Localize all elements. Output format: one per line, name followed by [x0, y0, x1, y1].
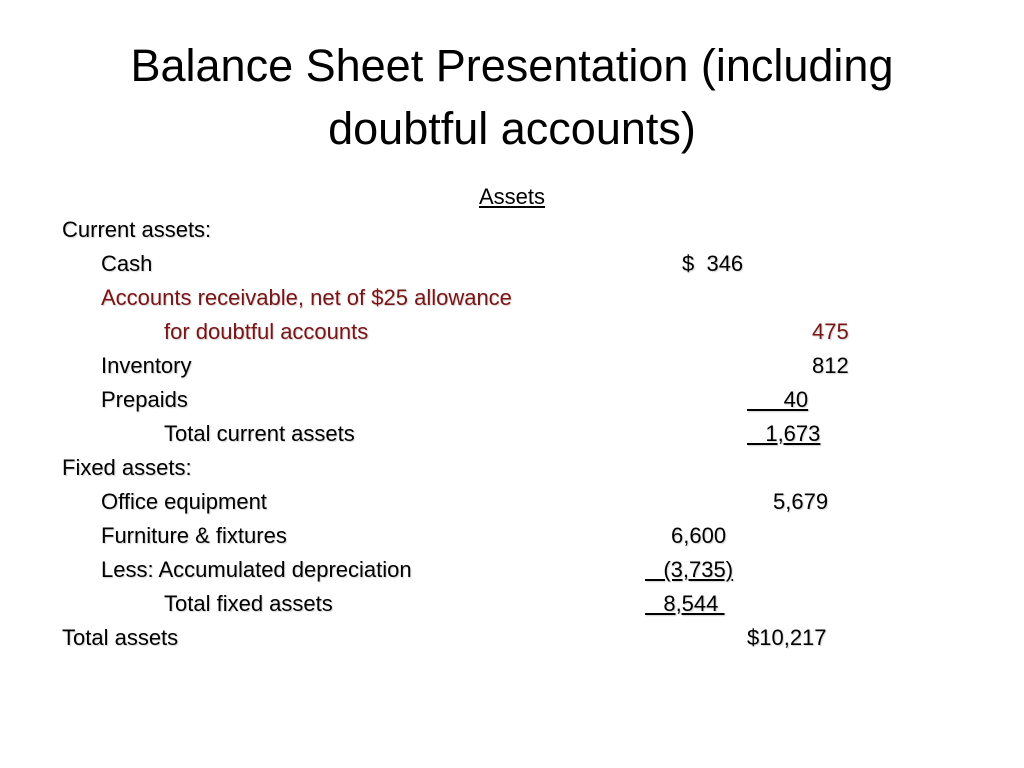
row-total-current-assets: [0, 419, 1024, 449]
row-amount: 40: [747, 387, 809, 412]
row-label: for doubtful accounts: [164, 319, 369, 344]
section-heading: [0, 184, 1024, 210]
row-inventory: [0, 351, 1024, 381]
row-label: Total assets: [62, 625, 179, 650]
row-amount: 8,544: [645, 591, 725, 616]
assets-heading: Assets: [478, 184, 546, 209]
row-cash: [0, 249, 1024, 279]
row-amount: 6,600: [671, 523, 727, 548]
row-doubtful-accounts: [0, 317, 1024, 347]
row-amount: 5,679: [773, 489, 829, 514]
row-total-fixed-assets: [0, 589, 1024, 619]
row-label: Accounts receivable, net of $25 allowance: [101, 285, 512, 310]
row-label: Cash: [101, 251, 153, 276]
row-prepaids: [0, 385, 1024, 415]
row-amount: 812: [812, 353, 849, 378]
row-current-assets-header: [0, 215, 1024, 245]
row-label: Fixed assets:: [62, 455, 192, 480]
row-amount: $10,217: [747, 625, 827, 650]
row-amount: 475: [812, 319, 849, 344]
row-label: Current assets:: [62, 217, 212, 242]
row-label: Prepaids: [101, 387, 188, 412]
row-total-assets: [0, 623, 1024, 653]
row-label: Total current assets: [164, 421, 355, 446]
row-amount: (3,735): [645, 557, 734, 582]
title-line-2: doubtful accounts): [328, 103, 696, 154]
row-label: Inventory: [101, 353, 192, 378]
row-label: Less: Accumulated depreciation: [101, 557, 412, 582]
row-label: Furniture & fixtures: [101, 523, 287, 548]
row-office-equipment: [0, 487, 1024, 517]
row-accumulated-depreciation: [0, 555, 1024, 585]
row-label: Total fixed assets: [164, 591, 333, 616]
title-line-1: Balance Sheet Presentation (including: [130, 40, 894, 91]
row-label: Office equipment: [101, 489, 267, 514]
row-fixed-assets-header: [0, 453, 1024, 483]
row-amount: 1,673: [747, 421, 821, 446]
row-amount: $ 346: [682, 251, 744, 276]
row-furniture-fixtures: [0, 521, 1024, 551]
slide-title: [40, 34, 984, 160]
row-accounts-receivable: [0, 283, 1024, 313]
